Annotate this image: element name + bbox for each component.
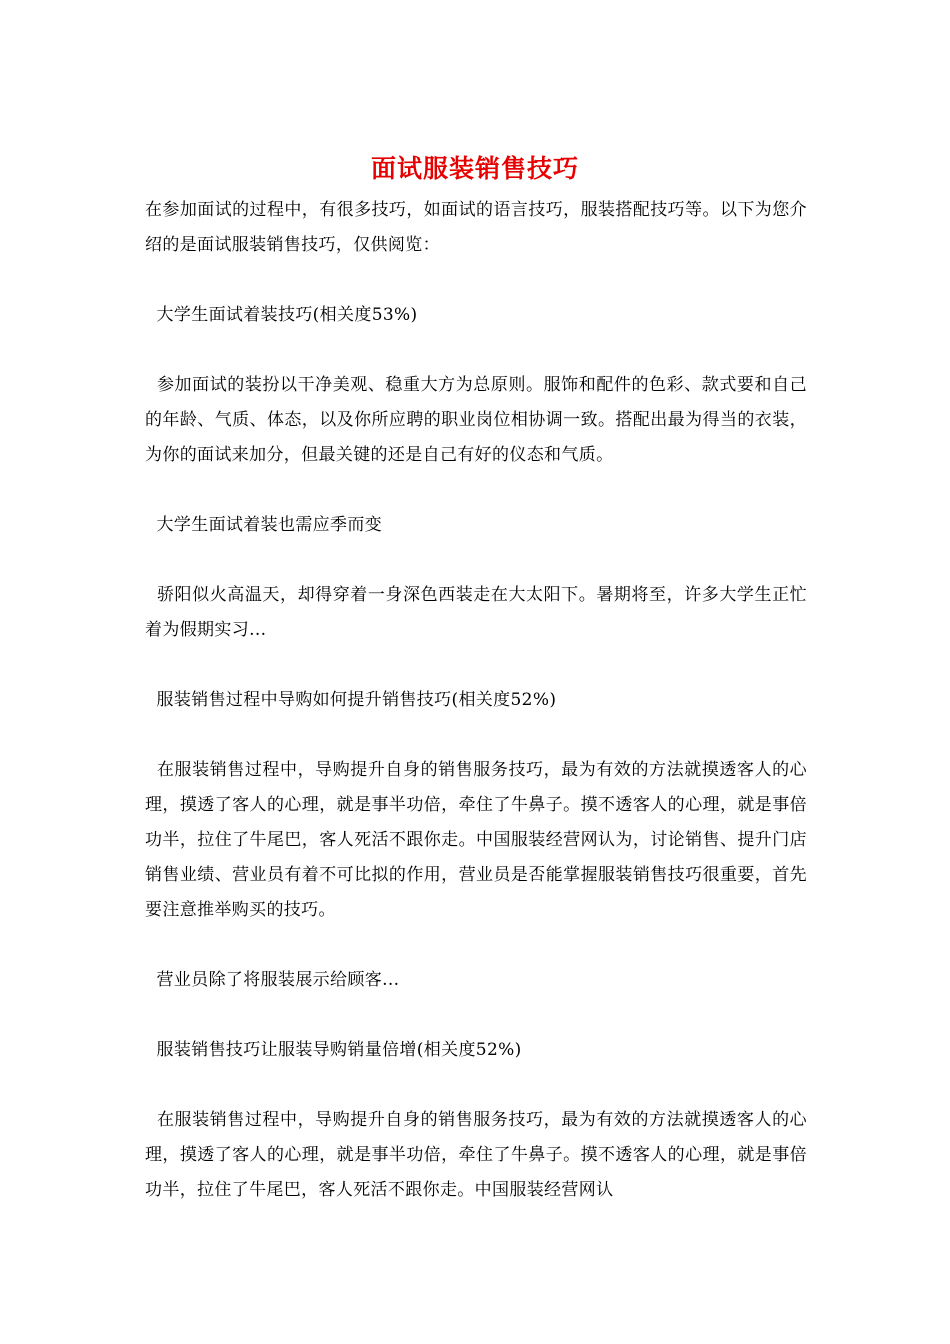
- intro-paragraph: 在参加面试的过程中，有很多技巧，如面试的语言技巧，服装搭配技巧等。以下为您介绍的是面试服装销售技巧，仅供阅览：: [145, 200, 807, 255]
- section-heading: 大学生面试着装也需应季而变: [145, 515, 383, 535]
- section-heading: 服装销售技巧让服装导购销量倍增(相关度52%): [145, 1040, 522, 1060]
- paragraph-gap: [145, 648, 807, 683]
- paragraph-gap: [145, 473, 807, 508]
- body-paragraph: 营业员除了将服装展示给顾客...: [145, 970, 400, 990]
- paragraph-gap: [145, 998, 807, 1033]
- section-heading: 服装销售过程中导购如何提升销售技巧(相关度52%): [145, 690, 557, 710]
- body-paragraph: 参加面试的装扮以干净美观、稳重大方为总原则。服饰和配件的色彩、款式要和自己的年龄、气质、体态，以及你所应聘的职业岗位相协调一致。搭配出最为得当的衣装，为你的面试来加分，但最关键的还是自己有好的仪态和气质。: [145, 375, 807, 465]
- paragraph-gap: [145, 543, 807, 578]
- body-paragraph: 在服装销售过程中，导购提升自身的销售服务技巧，最为有效的方法就摸透客人的心理，摸透了客人的心理，就是事半功倍，牵住了牛鼻子。摸不透客人的心理，就是事倍功半，拉住了牛尾巴，客人死活不跟你走。中国服装经营网认: [145, 1110, 807, 1200]
- paragraph-gap: [145, 928, 807, 963]
- page-title: 面试服装销售技巧: [370, 154, 579, 183]
- body-paragraph: 在服装销售过程中，导购提升自身的销售服务技巧，最为有效的方法就摸透客人的心理，摸透了客人的心理，就是事半功倍，牵住了牛鼻子。摸不透客人的心理，就是事倍功半，拉住了牛尾巴，客人死活不跟你走。中国服装经营网认为，讨论销售、提升门店销售业绩、营业员有着不可比拟的作用，营业员是否能掌握服装销售技巧很重要，首先要注意推举购买的技巧。: [145, 760, 807, 920]
- paragraph-gap: [145, 333, 807, 368]
- document-body: [145, 193, 807, 1208]
- paragraph-gap: [145, 718, 807, 753]
- section-heading: 大学生面试着装技巧(相关度53%): [145, 305, 418, 325]
- paragraph-gap: [145, 263, 807, 298]
- body-paragraph: 骄阳似火高温天，却得穿着一身深色西装走在大太阳下。暑期将至，许多大学生正忙着为假期实习...: [145, 585, 807, 640]
- paragraph-gap: [145, 1068, 807, 1103]
